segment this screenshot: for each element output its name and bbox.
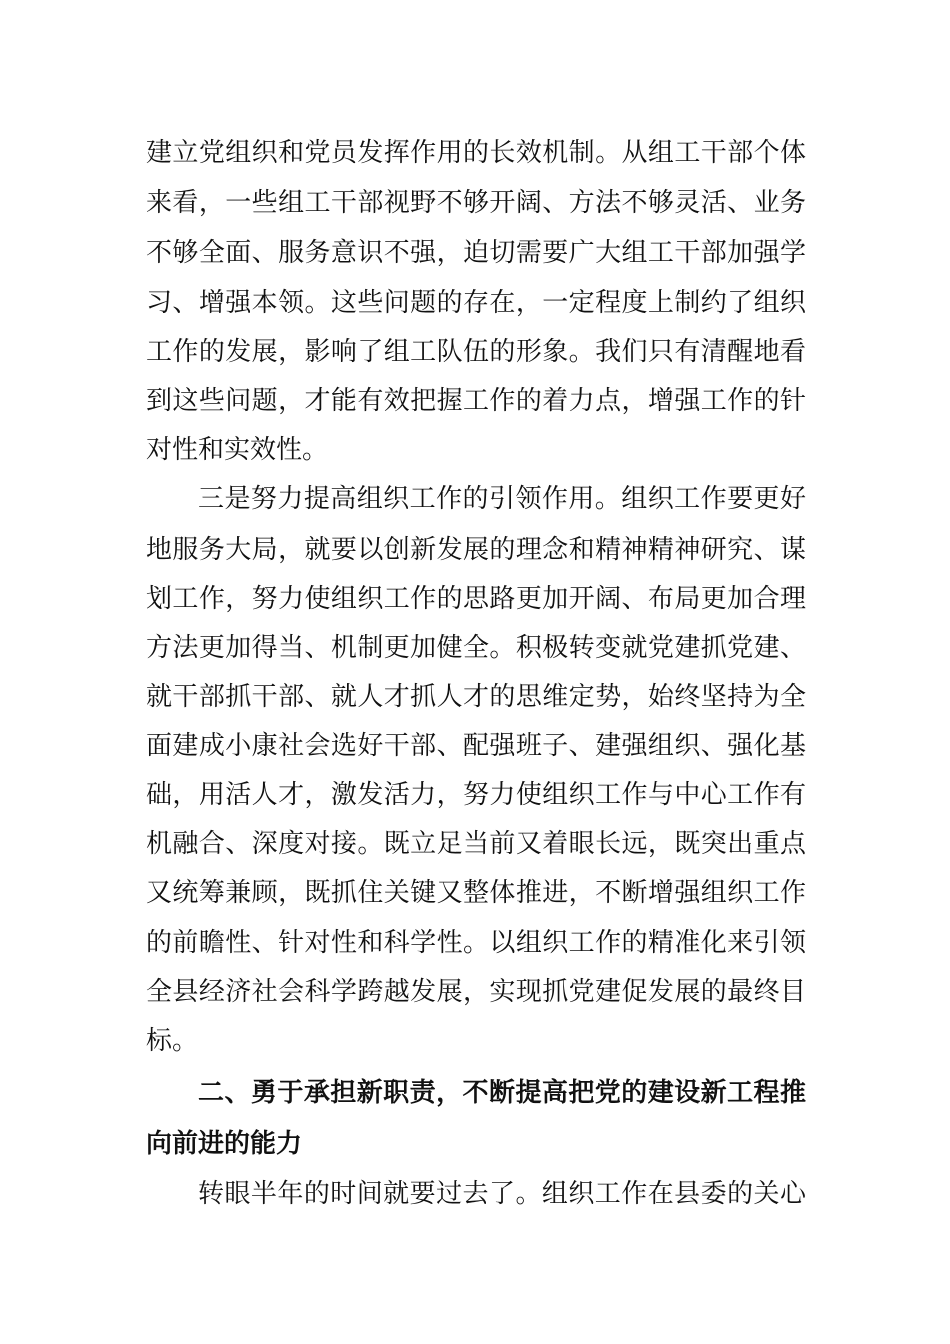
paragraph-line: 就干部抓干部、就人才抓人才的思维定势，始终坚持为全: [146, 682, 806, 712]
paragraph-line: 到这些问题，才能有效把握工作的着力点，增强工作的针: [146, 386, 806, 416]
paragraph-line: 又统筹兼顾，既抓住关键又整体推进，不断增强组织工作: [146, 878, 806, 908]
paragraph-line: 方法更加得当、机制更加健全。积极转变就党建抓党建、: [146, 633, 806, 663]
paragraph-line: 全县经济社会科学跨越发展，实现抓党建促发展的最终目: [146, 977, 806, 1007]
paragraph-line: 来看，一些组工干部视野不够开阔、方法不够灵活、业务: [146, 188, 806, 218]
paragraph-line: 面建成小康社会选好干部、配强班子、建强组织、强化基: [146, 731, 806, 761]
paragraph-line: 地服务大局，就要以创新发展的理念和精神精神研究、谋: [146, 535, 806, 565]
paragraph-line: 划工作，努力使组织工作的思路更加开阔、布局更加合理: [146, 584, 806, 614]
paragraph-line: 础，用活人才，激发活力，努力使组织工作与中心工作有: [146, 780, 806, 810]
paragraph-line: 工作的发展，影响了组工队伍的形象。我们只有清醒地看: [146, 337, 806, 367]
paragraph-line: 三是努力提高组织工作的引领作用。组织工作要更好: [198, 484, 806, 514]
paragraph-line: 机融合、深度对接。既立足当前又着眼长远，既突出重点: [146, 829, 806, 859]
paragraph-line: 转眼半年的时间就要过去了。组织工作在县委的关心: [198, 1179, 806, 1209]
section-heading: 向前进的能力: [146, 1129, 303, 1159]
paragraph-line: 的前瞻性、针对性和科学性。以组织工作的精准化来引领: [146, 928, 806, 958]
section-heading: 二、勇于承担新职责，不断提高把党的建设新工程推: [198, 1078, 806, 1108]
paragraph-line: 建立党组织和党员发挥作用的长效机制。从组工干部个体: [146, 138, 806, 168]
paragraph-line: 标。: [146, 1026, 199, 1056]
paragraph-line: 对性和实效性。: [146, 435, 329, 465]
paragraph-line: 习、增强本领。这些问题的存在，一定程度上制约了组织: [146, 288, 806, 318]
paragraph-line: 不够全面、服务意识不强，迫切需要广大组工干部加强学: [146, 238, 806, 268]
